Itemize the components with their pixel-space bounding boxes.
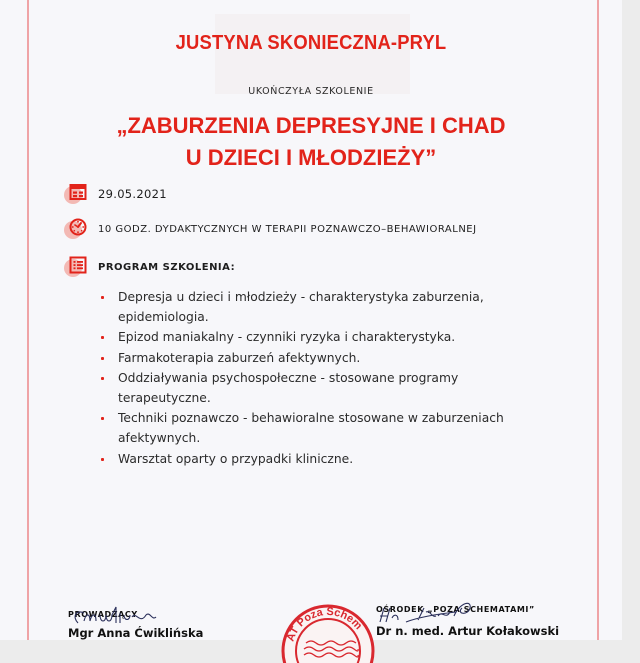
stamp-icon	[280, 603, 376, 663]
program-item: Farmakoterapia zaburzeń afektywnych.	[98, 348, 548, 368]
bullet-icon	[101, 377, 104, 380]
program-item: Warsztat oparty o przypadki kliniczne.	[98, 449, 548, 469]
program-item: Depresja u dzieci i młodzieży - charakterystyka zaburzenia, epidemiologia.	[98, 287, 548, 327]
bullet-icon	[101, 417, 104, 420]
list-icon	[64, 256, 90, 278]
date-row	[64, 183, 167, 205]
program-item: Oddziaływania psychospołeczne - stosowane programy terapeutyczne.	[98, 368, 548, 408]
bullet-icon	[101, 357, 104, 360]
bullet-icon	[101, 458, 104, 461]
course-title	[0, 110, 622, 174]
calendar-icon	[64, 183, 90, 205]
program-heading-row	[64, 256, 235, 278]
course-title-line-2: U DZIECI I MŁODZIEŻY”	[185, 145, 437, 170]
svg-text:AT Poza Schem: AT Poza Schem	[284, 605, 365, 644]
instructor-name: Mgr Anna Ćwiklińska	[68, 626, 204, 640]
director-name: Dr n. med. Artur Kołakowski	[376, 624, 560, 638]
bullet-icon	[101, 296, 104, 299]
program-heading: PROGRAM SZKOLENIA:	[98, 261, 236, 273]
training-date: 29.05.2021	[98, 187, 167, 201]
recipient-name: JUSTYNA SKONIECZNA-PRYL	[175, 32, 447, 54]
instructor-label: PROWADZĄCY	[68, 610, 138, 619]
center-label: OŚRODEK „POZA SCHEMATAMI”	[376, 605, 535, 614]
clock-icon	[64, 218, 90, 240]
bullet-icon	[101, 336, 104, 339]
program-item: Epizod maniakalny - czynniki ryzyka i charakterystyka.	[98, 327, 548, 347]
completion-text: UKOŃCZYŁA SZKOLENIE	[248, 86, 374, 97]
course-title-line-1: „ZABURZENIA DEPRESYJNE I CHAD	[116, 113, 506, 138]
hours-row	[64, 218, 477, 240]
program-list	[98, 287, 548, 469]
training-hours: 10 GODZ. DYDAKTYCZNYCH W TERAPII POZNAWCZO–BEHAWIORALNEJ	[98, 223, 477, 235]
program-item: Techniki poznawczo - behawioralne stosowane w zaburzeniach afektywnych.	[98, 408, 548, 448]
